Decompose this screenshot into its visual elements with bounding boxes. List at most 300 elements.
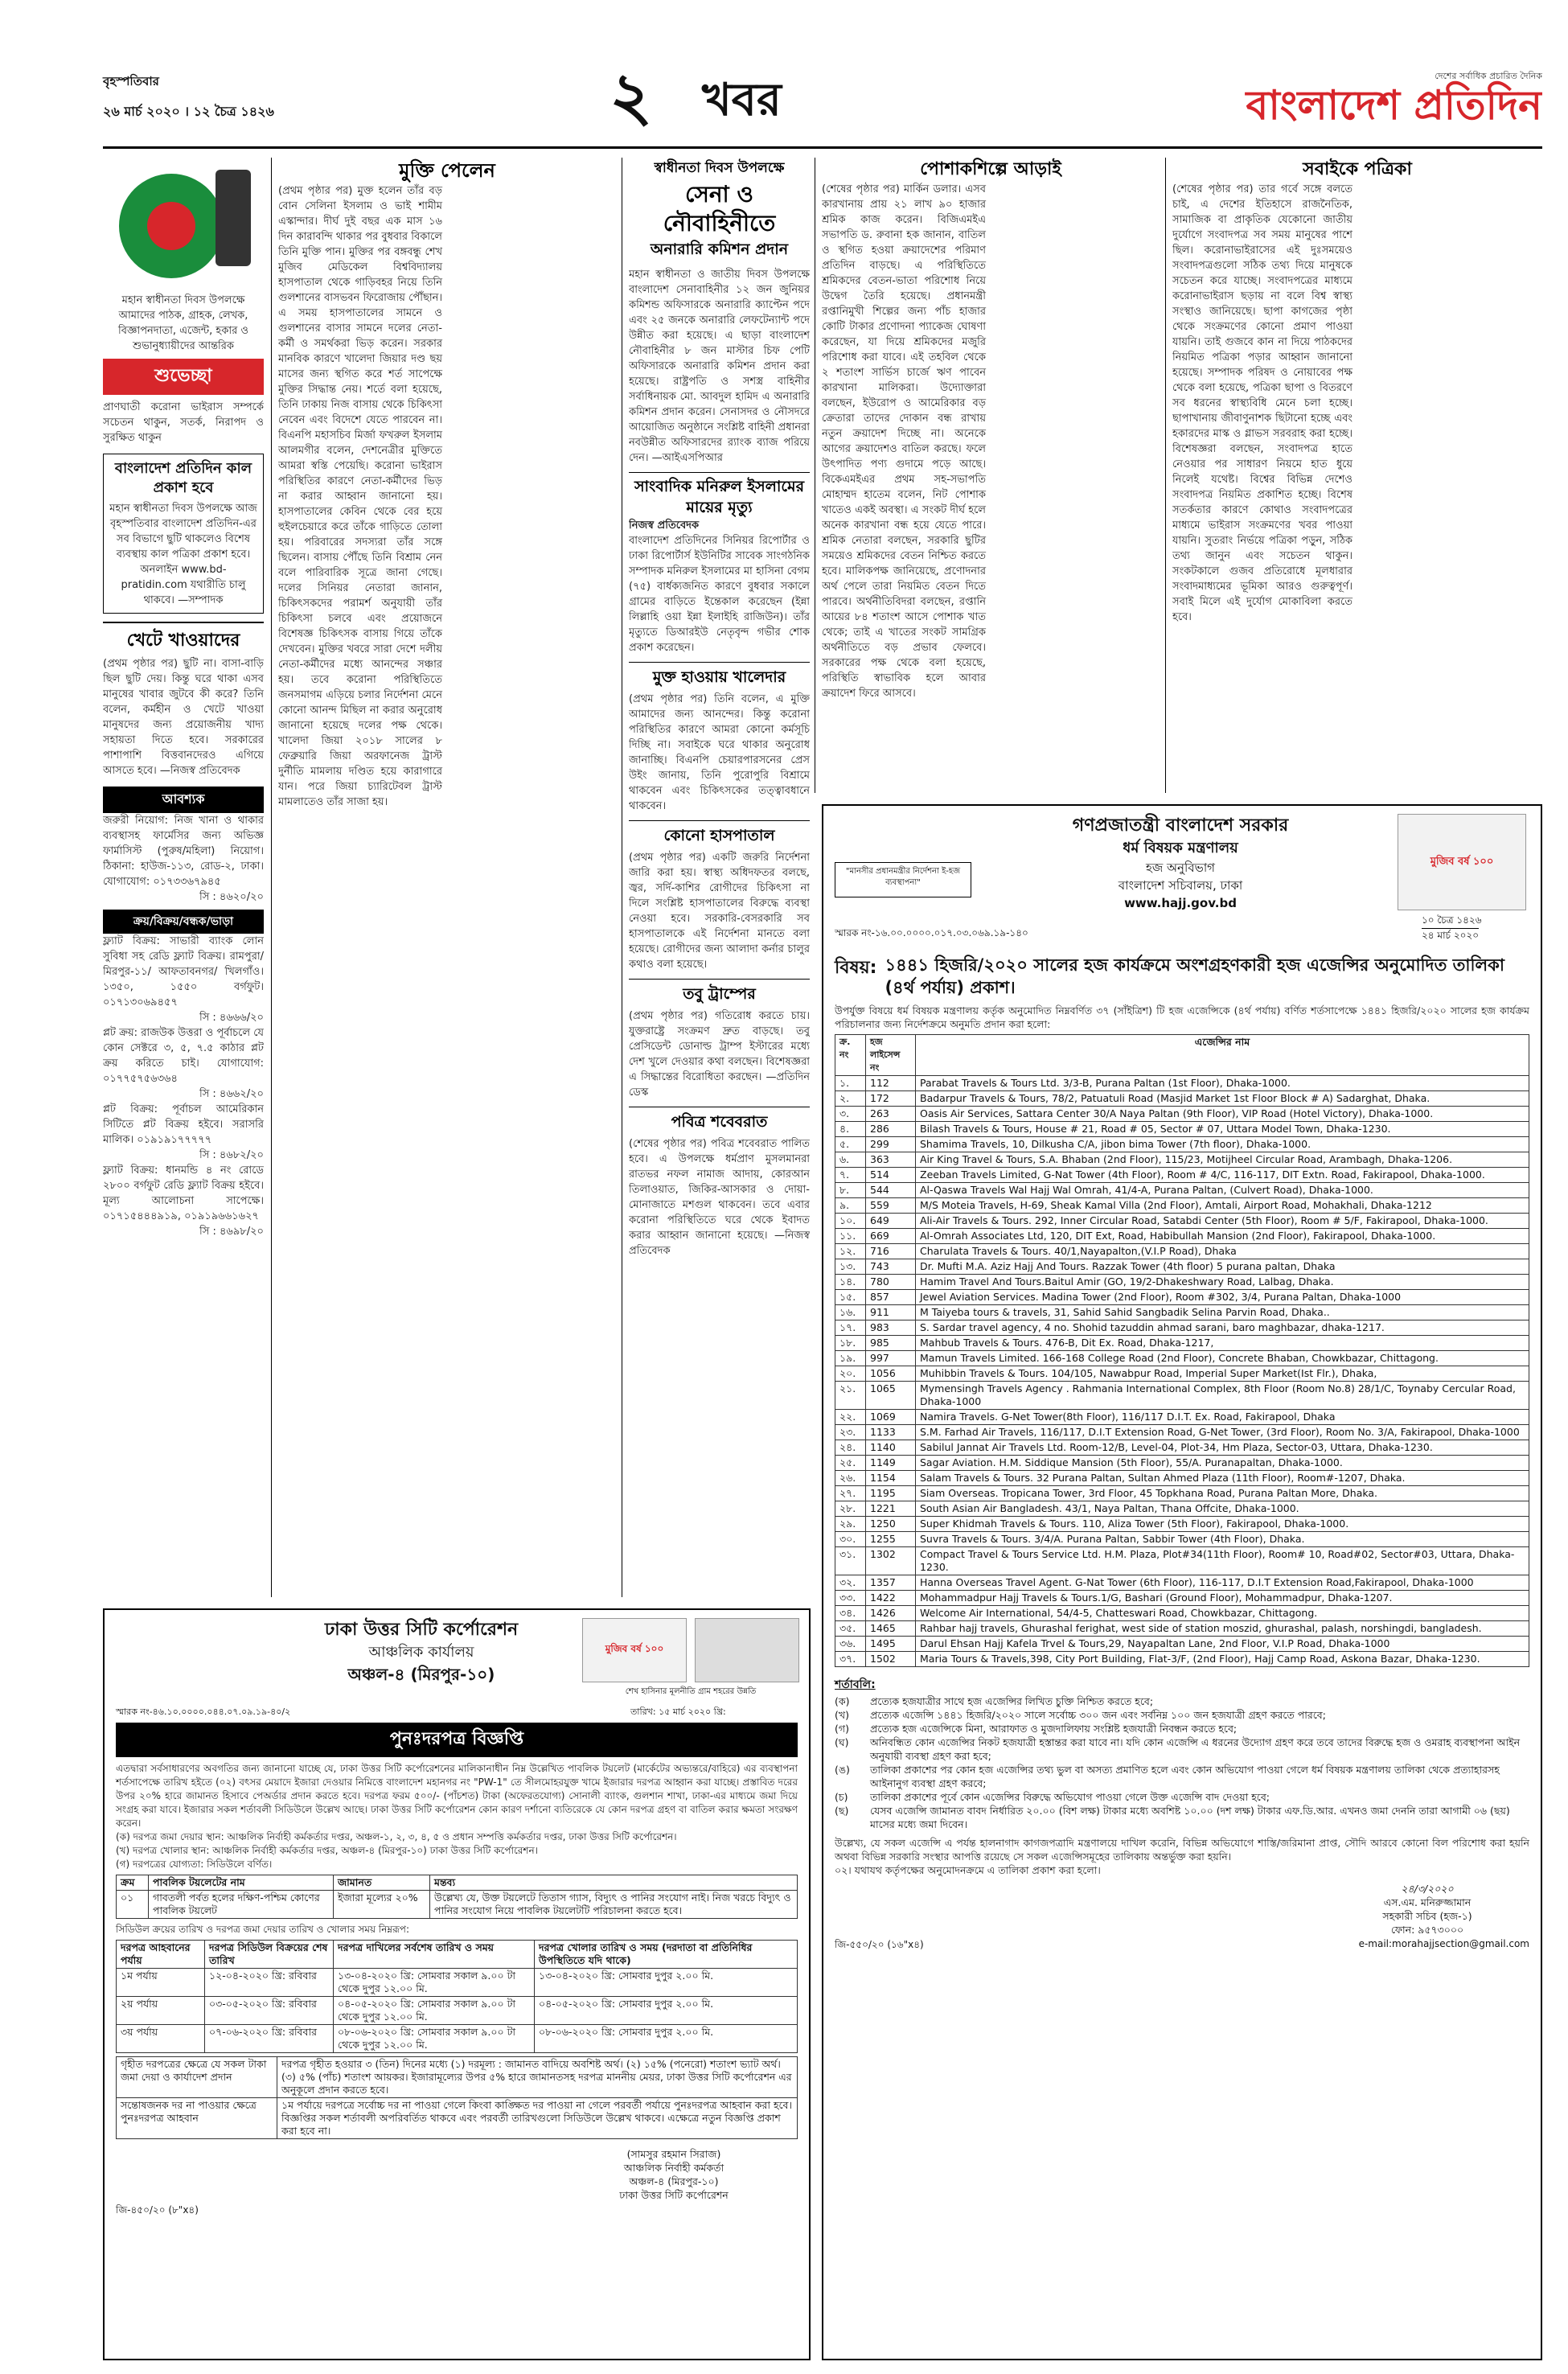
tender-schedule-row — [117, 2025, 798, 2053]
hajj-agency-cell: Badarpur Travels & Tours, 78/2, Patuatuli Road (Masjid Market 1st Floor Block # A) Sadarghat, Dhaka. — [916, 1091, 1529, 1107]
hajj-agency-row — [835, 1471, 1529, 1486]
hajj-branch: হজ অনুবিভাগ — [1145, 860, 1215, 875]
classified-ad-1-code: সি : ৪৬২০/২০ — [199, 891, 264, 903]
tender-terms-cell: দরপত্র গৃহীত হওয়ার ৩ (তিন) দিনের মধ্যে (১) দরমূল্য : জামানত বাদিয়ে অবশিষ্ট অর্থ। (২) ১৫% (পনেরো) শতাংশ ভ্যাট অর্থ। (৩) ৫% (পাঁচ) শতাংশ আয়কর। ইজারামূল্যের উপর ৫% হারে জামানতসহ দরপত্র মাননীয় মেয়র, ঢাকা উত্তর সিটি কর্পোরেশন এর অনুকূলে প্রদান করতে হবে। — [277, 2057, 798, 2098]
hajj-condition-text: প্রত্যেক হজ এজেন্সিকে মিনা, আরাফাত ও মুজদালিফায় সংশ্লিষ্ট হজযাত্রী নিবন্ধন করতে হবে; — [870, 1723, 1238, 1735]
tender-schedule-cell: ২য় পর্যায় — [117, 1997, 205, 2025]
hajj-serial-cell: ১৬. — [835, 1305, 866, 1320]
t2-h-2: দরপত্র দাখিলের সর্বশেষ তারিখ ও সময় — [334, 1941, 535, 1969]
hajj-intro: উপর্যুক্ত বিষয়ে ধর্ম বিষয়ক মন্ত্রণালয় কর্তৃক অনুমোদিত নিম্নবর্ণিত ৩৭ (সাঁইত্রিশ) টি হজ এজেন্সিকে (৪র্থ পর্যায়) বর্ণিত শর্তসাপেক্ষে ১৪৪১ হিজরি/২০২০ সালের হজ কার্যক্রম পরিচালনার জন্য নির্দেশক্রমে অনুমতি প্রদান করা হলো: — [835, 1004, 1529, 1030]
article-sena-subtitle: অনারারি কমিশন প্রদান — [650, 240, 789, 258]
article-poshak — [822, 158, 1160, 793]
article-kono-title: কোনো হাসপাতাল — [629, 820, 810, 850]
left-column — [103, 158, 264, 1605]
hajj-agency-cell: S. Sardar travel agency, 4 no. Shohid tazuddin ahmad sarani, baro maghbazar, dhaka-1217. — [916, 1320, 1529, 1336]
classified-ad-1: জরুরী নিয়োগ: নিজ খানা ও থাকার ব্যবস্থাসহ ফার্মেসির জন্য অভিজ্ঞ ফার্মাসিস্ট (পুরুষ/মহিলা) নিয়োগ। ঠিকানা: হাউজ-১১৩, রোড-২, ঢাকা। যোগাযোগ: ০১৭৩৩৬৭৯৪৫ — [103, 815, 264, 888]
classified-ad-3: প্লট ক্রয়: রাজউক উত্তরা ও পূর্বাচলে যে কোন সেক্টরে ৩, ৫, ৭.৫ কাঠার প্লট ক্রয় করিতে চাই। যোগাযোগ: ০১৭৭৫৭৫৬৩৬৪ — [103, 1027, 264, 1085]
classified-heading: আবশ্যক — [103, 787, 264, 813]
tender-intro: এতদ্বারা সর্বসাধারণের অবগতির জন্য জানানো যাচ্ছে যে, ঢাকা উত্তর সিটি কর্পোরেশনের মালিকানাধীন নিম্ন উল্লেখিত পাবলিক টয়লেট (মার্কেটের অভ্যন্তরে/বাহিরে) এর ব্যবস্থাপনা শর্তসাপেক্ষে তারিখ হইতে (০২) বৎসর মেয়াদে ইজারা দেওয়ার নিমিত্তে বাংলাদেশ মহানগর নং "PW-1" তে সীলমোহরযুক্ত খামে ইজারার দরপত্র আহ্বান করা যাচ্ছে। প্রস্তাবিত দরের উপর ২০% হারে জামানত হিসাবে পেঅর্ডার প্রদান করতে হবে। দরপত্র ফরম ৫০০/- (পাঁচশত) টাকা (অফেরতযোগ্য) সোনালী ব্যাংক, গুলশান শাখা, ঢাকা-এর মাধ্যমে জমা দিয়ে সংগ্রহ করা যাবে। ইজারার সকল শর্তাবলী সিডিউলে উল্লেখ আছে। ঢাকা উত্তর সিটি কর্পোরেশন কোন কারণ দর্শানো ব্যতিরেকে যে কোন দরপত্র গ্রহণ বা বাতিল করার ক্ষমতা সংরক্ষণ করেন। — [116, 1763, 798, 1829]
article-sena-title: সেনা ও নৌবাহিনীতে — [663, 181, 776, 236]
article-kono-body: (প্রথম পৃষ্ঠার পর) একটি জরুরি নির্দেশনা জারি করা হয়। স্বাস্থ্য অধিদফতর বলছে, জ্বর, সর্দি-কাশির রোগীদের চিকিৎসা না দিলে সংশ্লিষ্ট হাসপাতালের বিরুদ্ধে ব্যবস্থা নেওয়া হবে। সরকারি-বেসরকারি সব হাসপাতালকে এই নির্দেশনা মানতে বলা হয়েছে। রোগীদের জন্য আলাদা কর্নার চালুর কথাও বলা হয়েছে। — [629, 852, 810, 971]
hajj-agency-row — [835, 1456, 1529, 1471]
tender-schedule-cell: ০৪-০৫-২০২০ খ্রি: সোমবার সকাল ৯.০০ টা থেকে দুপুর ১২.০০ মি. — [334, 1997, 535, 2025]
hajj-license-cell: 997 — [866, 1351, 916, 1366]
hajj-signer-phone: ফোন: ৯৫৭৩০০০ — [1390, 1924, 1464, 1936]
hajj-serial-cell: ২১. — [835, 1382, 866, 1410]
hajj-serial-cell: ৬. — [835, 1152, 866, 1168]
t2-h-1: দরপত্র সিডিউল বিক্রয়ের শেষ তারিখ — [205, 1941, 334, 1969]
tender-title: পুনঃদরপত্র বিজ্ঞপ্তি — [116, 1723, 798, 1757]
hajj-gov-title: গণপ্রজাতন্ত্রী বাংলাদেশ সরকার — [1072, 815, 1289, 836]
hajj-agency-row — [835, 1517, 1529, 1532]
hajj-agency-row — [835, 1107, 1529, 1122]
hajj-agency-row — [835, 1320, 1529, 1336]
tender-signer-title: আঞ্চলিক নির্বাহী কর্মকর্তা — [623, 2162, 724, 2174]
hajj-agency-cell: Darul Ehsan Hajj Kafela Trvel & Tours,29, Nayapaltan Lane, 2nd Floor, V.I.P Road, Dhaka-1000 — [916, 1637, 1529, 1652]
hajj-agency-cell: Suvra Travels & Tours. 3/4/A. Purana Paltan, Sabbir Tower (4th Floor), Dhaka. — [916, 1532, 1529, 1547]
hajj-condition-marker: (ঘ) — [835, 1736, 849, 1748]
article-sangbadik-byline: নিজস্ব প্রতিবেদক — [629, 520, 700, 532]
masthead — [103, 59, 1542, 142]
hajj-slogan: "মানসীর প্রধানমন্ত্রীর নির্দেশনা ই-হজ ব্যবস্থাপনা" — [845, 867, 961, 887]
hajj-serial-cell: ৯. — [835, 1198, 866, 1214]
virus-awareness-note: প্রাণঘাতী করোনা ভাইরাস সম্পর্কে সচেতন থাকুন, সতর্ক, নিরাপদ ও সুরক্ষিত থাকুন — [103, 401, 264, 444]
hajj-agency-cell: South Asian Air Bangladesh. 43/1, Naya Paltan, Thana Offcite, Dhaka-1000. — [916, 1501, 1529, 1517]
hajj-agency-cell: Compact Travel & Tours Service Ltd. H.M. Plaza, Plot#34(11th Floor), Room# 10, Road#02, Sector#03, Uttara, Dhaka-1230. — [916, 1547, 1529, 1575]
hajj-license-cell: 1422 — [866, 1591, 916, 1606]
hajj-ministry: ধর্ম বিষয়ক মন্ত্রণালয় — [1123, 840, 1238, 856]
hajj-agency-cell: Maria Tours & Travels,398, City Port Building, Flat-3/F, (2nd Floor), Hajj Camp Road, Askona Bazar, Dhaka-1230. — [916, 1652, 1529, 1667]
hajj-license-cell: 649 — [866, 1214, 916, 1229]
tender-org: ঢাকা উত্তর সিটি কর্পোরেশন — [324, 1620, 519, 1640]
hajj-agency-cell: Rahbar hajj travels, Ghurashal ferighat, west side of station moszid, ghurashal, palash, norshingdi, bangladesh. — [916, 1621, 1529, 1637]
hajj-condition — [835, 1694, 1529, 1708]
hajj-agency-cell: Mamun Travels Limited. 166-168 College Road (2nd Floor), Concrete Bhaban, Chowkbazar, Chittagong. — [916, 1351, 1529, 1366]
hajj-agency-row — [835, 1198, 1529, 1214]
hajj-serial-cell: ২৪. — [835, 1440, 866, 1456]
hajj-agency-cell: Welcome Air International, 54/4-5, Chatteswari Road, Chowkbazar, Chittagong. — [916, 1606, 1529, 1621]
tender-terms-cell: গৃহীত দরপত্রের ক্ষেত্রে যে সকল টাকা জমা দেয়া ও কার্যাদেশ প্রদান — [117, 2057, 277, 2098]
tender-terms-cell: সন্তোষজনক দর না পাওয়ার ক্ষেত্রে পুনঃদরপত্র আহবান — [117, 2098, 277, 2139]
hajj-agency-row — [835, 1305, 1529, 1320]
hajj-serial-cell: ৩১. — [835, 1547, 866, 1575]
hajj-serial-cell: ১৯. — [835, 1351, 866, 1366]
tender-schedule-cell: ০৩-০৫-২০২০ খ্রি: রবিবার — [205, 1997, 334, 2025]
hajj-agency-row — [835, 1501, 1529, 1517]
hajj-condition-text: অনিবন্ধিত কোন এজেন্সির নিকট হজযাত্রী হস্তান্তর করা যাবে না। যদি কোন এজেন্সি এ ধরনের উদ্যোগ গ্রহণ করে তবে তাদের বিরুদ্ধে হজ ও ওমরাহ ব্যবস্থাপনা আইন অনুযায়ী ব্যবস্থা গ্রহণ করা হবে; — [870, 1736, 1521, 1762]
tender-schedule-cell: ১২-০৪-২০২০ খ্রি: রবিবার — [205, 1969, 334, 1997]
t1-r-1: গাবতলী পর্বত হলের দক্ষিণ-পশ্চিম কোণের পাবলিক টয়লেট — [149, 1891, 334, 1919]
hajj-serial-cell: ২. — [835, 1091, 866, 1107]
col-serial: ক্র. নং — [835, 1035, 866, 1076]
hajj-serial-cell: ৩৩. — [835, 1591, 866, 1606]
hajj-serial-cell: ২৬. — [835, 1471, 866, 1486]
hajj-agency-cell: Air King Travel & Tours, S.A. Bhaban (2nd Floor), 115/23, Motijheel Circular Road, Arambagh, Dhaka-1206. — [916, 1152, 1529, 1168]
column-divider-4 — [1165, 158, 1166, 793]
article-sobai-body: (শেষের পৃষ্ঠার পর) তার গর্বে সঙ্গে বলতে চাই, এ দেশের ইতিহাসে রাজনৈতিক, সামাজিক বা প্রাকৃতিক যেকোনো জাতীয় দুর্যোগে সংবাদপত্র সব সময় মানুষের পাশে ছিল। করোনাভাইরাসের এই দুঃসময়েও সংবাদপত্রগুলো সঠিক তথ্য দিয়ে মানুষকে সচেতন করে যাচ্ছে। সংবাদপত্রের মাধ্যমে করোনাভাইরাস ছড়ায় না বলে বিশ্ব স্বাস্থ্য সংস্থাও জানিয়েছে। ছাপা কাগজের পৃষ্ঠা থেকে সংক্রমণের কোনো প্রমাণ পাওয়া যায়নি। তাই গুজবে কান না দিয়ে পাঠকদের নিয়মিত পত্রিকা পড়ার আহ্বান জানানো হয়েছে। সম্পাদক পরিষদ ও নোয়াবের পক্ষ থেকে বলা হয়েছে, পত্রিকা ছাপা ও বিতরণে সব ধরনের স্বাস্থ্যবিধি মেনে চলা হচ্ছে। ছাপাখানায় জীবাণুনাশক ছিটানো হচ্ছে এবং হকারদের মাস্ক ও গ্লাভস সরবরাহ করা হচ্ছে। বিশেষজ্ঞরা বলছেন, সংবাদপত্র হাতে নেওয়ার পর সাধারণ নিয়মে হাত ধুয়ে নিলেই যথেষ্ট। বিশ্বের বিভিন্ন দেশেও সংবাদপত্র নিয়মিত প্রকাশিত হচ্ছে। বিশেষ সতর্কতার কারণে কোথাও সংবাদপত্রের মাধ্যমে ভাইরাস সংক্রমণের খবর পাওয়া যায়নি। সুতরাং নির্ভয়ে পত্রিকা পড়ুন, সঠিক তথ্য জানুন এবং সচেতন থাকুন। সংকটকালে গুজব প্রতিরোধে মূলধারার সংবাদমাধ্যমের ভূমিকা আরও গুরুত্বপূর্ণ। সবাই মিলে এই দুর্যোগ মোকাবিলা করতে হবে। — [1172, 183, 1353, 623]
hajj-agency-row — [835, 1214, 1529, 1229]
t1-r-3: উল্লেখ্য যে, উক্ত টয়লেটে তিতাস গ্যাস, বিদ্যুৎ ও পানির সংযোগ নাই। নিজ খরচে বিদ্যুৎ ও পানির সংযোগ নিয়ে পাবলিক টয়লেটটি পরিচালনা করতে হবে। — [430, 1891, 798, 1919]
hajj-license-cell: 780 — [866, 1275, 916, 1290]
tender-signer-org: ঢাকা উত্তর সিটি কর্পোরেশন — [619, 2189, 729, 2201]
tender-header — [277, 1618, 566, 1686]
hajj-condition-text: প্রত্যেক এজেন্সি ১৪৪১ হিজরি/২০২০ সালে সর্বোচ্চ ৩০০ জন এবং সর্বনিম্ন ১০০ জন হজযাত্রী গ্রহণ করতে পারবে; — [870, 1709, 1326, 1721]
hajj-agency-row — [835, 1259, 1529, 1275]
hajj-agency-row — [835, 1290, 1529, 1305]
hajj-signature — [1325, 1882, 1529, 1937]
hajj-closing-2: ০২। যথাযথ কর্তৃপক্ষের অনুমোদনক্রমে এ তালিকা প্রকাশ করা হলো। — [835, 1864, 1101, 1876]
middle-column — [629, 158, 810, 1597]
hajj-agency-cell: Bilash Travels & Tours, House # 21, Road # 05, Sector # 07, Uttara Model Town, Dhaka-1230. — [916, 1122, 1529, 1137]
tender-schedule-cell: ১ম পর্যায় — [117, 1969, 205, 1997]
hajj-agency-row — [835, 1382, 1529, 1410]
hajj-agency-cell: M Taiyeba tours & travels, 31, Sahid Sahid Sangbadik Selina Parvin Road, Dhaka.. — [916, 1305, 1529, 1320]
hajj-conditions — [835, 1694, 1529, 1831]
hajj-signer-email: e-mail:morahajjsection@gmail.com — [1358, 1938, 1529, 1949]
hajj-agency-row — [835, 1122, 1529, 1137]
hajj-license-cell: 1302 — [866, 1547, 916, 1575]
hajj-serial-cell: ৫. — [835, 1137, 866, 1152]
hajj-agency-row — [835, 1410, 1529, 1425]
hajj-agency-row — [835, 1591, 1529, 1606]
greeting-title: শুভেচ্ছা — [103, 359, 264, 395]
article-sangbadik-body: বাংলাদেশ প্রতিদিনের সিনিয়র রিপোর্টার ও ঢাকা রিপোর্টার্স ইউনিটির সাবেক সাংগঠনিক সম্পাদক মনিরুল ইসলামের মা হাসিনা বেগম (৭৫) বার্ধক্যজনিত কারণে বুধবার সকালে গ্রামের বাড়িতে ইন্তেকাল করেছেন (ইন্না লিল্লাহি ওয়া ইন্না ইলাইহি রাজিউন)। তাঁর মৃত্যুতে ডিআরইউ নেতৃবৃন্দ গভীর শোক প্রকাশ করেছেন। — [629, 535, 810, 654]
tender-item-b: (খ) দরপত্র খোলার স্থান: আঞ্চলিক নির্বাহী কর্মকর্তার দপ্তর, অঞ্চল-৪ (মিরপুর-১০) ঢাকা উত্তর সিটি কর্পোরেশন। — [116, 1845, 538, 1856]
independence-day-emblem — [103, 158, 264, 286]
hajj-agency-row — [835, 1152, 1529, 1168]
hajj-license-cell: 112 — [866, 1076, 916, 1091]
article-mukto-body: (প্রথম পৃষ্ঠার পর) তিনি বলেন, এ মুক্তি আমাদের জন্য আনন্দের। কিন্তু করোনা পরিস্থিতির কারণে আমরা কোনো কর্মসূচি দিচ্ছি না। সবাইকে ঘরে থাকার অনুরোধ জানাচ্ছি। বিএনপি চেয়ারপারসনের প্রেস উইং জানায়, তিনি পুরোপুরি বিশ্রামে থাকবেন এবং চিকিৎসকের তত্ত্বাবধানে থাকবেন। — [629, 693, 810, 812]
hajj-condition — [835, 1790, 1529, 1804]
newspaper-logo-text: বাংলাদেশ প্রতিদিন — [1246, 82, 1542, 129]
hajj-serial-cell: ২৩. — [835, 1425, 866, 1440]
header-rule — [103, 146, 1542, 149]
hajj-ad-code: জি-৫৫০/২০ (১৬"x৪) — [835, 1939, 924, 1950]
hajj-license-cell: 286 — [866, 1122, 916, 1137]
article-shobebarat-title: পবিত্র শবেবরাত — [629, 1107, 810, 1136]
tender-schedule-row — [117, 1969, 798, 1997]
hajj-condition-text: যেসব এজেন্সি জামানত বাবদ নির্ধারিত ২০.০০ (বিশ লক্ষ) টাকার মধ্যে অবশিষ্ট ১০.০০ (দশ লক্ষ) টাকার এফ.ডি.আর. এখনও জমা দেননি তারা আগামী ০৬ (ছয়) মাসের মধ্যে জমা দিবেন। — [870, 1805, 1510, 1830]
hajj-agency-row — [835, 1091, 1529, 1107]
story-title: খেটে খাওয়াদের — [103, 622, 264, 656]
hajj-serial-cell: ২৭. — [835, 1486, 866, 1501]
hajj-agency-row — [835, 1076, 1529, 1091]
hajj-signer-title: সহকারী সচিব (হজ-১) — [1382, 1910, 1472, 1922]
hajj-license-cell: 1154 — [866, 1471, 916, 1486]
hajj-license-cell: 911 — [866, 1305, 916, 1320]
hajj-agency-cell: Oasis Air Services, Sattara Center 30/A Naya Paltan (9th Floor), VIP Road (Hotel Victory), Dhaka-1000. — [916, 1107, 1529, 1122]
publication-notice-title: বাংলাদেশ প্রতিদিন কাল প্রকাশ হবে — [114, 460, 252, 496]
article-sobai-title: সবাইকে পত্রিকা — [1303, 159, 1412, 179]
hajj-license-cell: 716 — [866, 1244, 916, 1259]
hajj-condition — [835, 1735, 1529, 1763]
hajj-condition-marker: (ঙ) — [835, 1764, 850, 1776]
classified-ad-3-code: সি : ৪৬৬২/২০ — [199, 1088, 264, 1100]
tender-terms-cell: ১ম পর্যায়ে দরপত্রে সর্বোচ্চ দর না পাওয়া গেলে কিংবা কাঙ্ক্ষিত দর পাওয়া না গেলে পরবর্তী পর্যায়ে পুনঃদরপত্র আহবান করা হবে। বিজ্ঞপ্তির সকল শর্তাবলী অপরিবর্তিত থাকবে এবং পরবর্তী তারিখগুলো সিডিউলে উল্লেখ থাকবে। এক্ষেত্রে নতুন বিজ্ঞপ্তি প্রকাশ করা হবে না। — [277, 2098, 798, 2139]
tender-date: তারিখ: ১৫ মার্চ ২০২০ খ্রি: — [630, 1707, 726, 1717]
hajj-agency-row — [835, 1637, 1529, 1652]
hajj-serial-cell: ২০. — [835, 1366, 866, 1382]
hajj-agency-cell: Namira Travels. G-Net Tower(8th Floor), 116/117 D.I.T. Ex. Road, Fakirapool, Dhaka — [916, 1410, 1529, 1425]
hajj-agency-cell: Al-Qaswa Travels Wal Hajj Wal Omrah, 41/4-A, Purana Paltan, (Culvert Road), Dhaka-1000. — [916, 1183, 1529, 1198]
hajj-agency-row — [835, 1183, 1529, 1198]
classified-ad-5: ফ্ল্যাট বিক্রয়: ধানমন্ডি ৪ নং রোডে ২৮০০ বর্গফুট রেডি ফ্ল্যাট বিক্রয় হইবে। মূল্য আলোচনা সাপেক্ষে। ০১৭১৫৪৪৪৯১৯, ০১৯১৯৬৬১৬২৭ — [103, 1164, 264, 1222]
hajj-agency-cell: Parabat Travels & Tours Ltd. 3/3-B, Purana Paltan (1st Floor), Dhaka-1000. — [916, 1076, 1529, 1091]
hajj-condition — [835, 1722, 1529, 1735]
tender-signer: (সামসুর রহমান সিরাজ) — [626, 2148, 721, 2160]
hajj-serial-cell: ২৫. — [835, 1456, 866, 1471]
hajj-agency-cell: Super Khidmah Travels & Tours. 110, Aliza Tower (5th Floor), Fakirapool, Dhaka-1000. — [916, 1517, 1529, 1532]
hajj-agency-cell: Sabilul Jannat Air Travels Ltd. Room-12/B, Level-04, Plot-34, Hm Plaza, Sector-03, Uttara, Dhaka-1230. — [916, 1440, 1529, 1456]
publication-notice — [103, 454, 264, 614]
hajj-agency-row — [835, 1336, 1529, 1351]
hajj-license-cell: 1056 — [866, 1366, 916, 1382]
page-number: ২ — [610, 59, 653, 135]
hajj-subject-text: ১৪৪১ হিজরি/২০২০ সালের হজ কার্যক্রমে অংশগ্রহণকারী হজ এজেন্সির অনুমোদিত তালিকা (৪র্থ পর্যায়) প্রকাশ। — [885, 955, 1504, 997]
article-sangbadik-title: সাংবাদিক মনিরুল ইসলামের মায়ের মৃত্যু — [629, 472, 810, 518]
hajj-license-cell: 985 — [866, 1336, 916, 1351]
article-mukti-title: মুক্তি পেলেন — [399, 159, 495, 182]
hajj-serial-cell: ১৫. — [835, 1290, 866, 1305]
hajj-subject — [835, 954, 1529, 999]
tender-schedule-cell: ০৮-০৬-২০২০ খ্রি: সোমবার দুপুর ২.০০ মি. — [535, 2025, 798, 2053]
article-mukti-body: (প্রথম পৃষ্ঠার পর) মুক্ত হলেন তাঁর বড় বোন সেলিনা ইসলাম ও ভাই শামীম এস্কান্দার। দীর্ঘ দুই বছর এক মাস ১৬ দিন কারাবন্দি থাকার পর বুধবার বিকালে তিনি মুক্তি পান। মুক্তির পর বঙ্গবন্ধু শেখ মুজিব মেডিকেল বিশ্ববিদ্যালয় হাসপাতাল থেকে গাড়িবহর নিয়ে তিনি গুলশানের বাসভবন ফিরোজায় পৌঁছান। এ সময় হাসপাতালের সামনে ও গুলশানের বাসার সামনে দলের নেতা-কর্মী ও সমর্থকরা ভিড় করেন। সরকার মানবিক কারণে খালেদা জিয়ার দণ্ড ছয় মাসের জন্য স্থগিত করে শর্ত সাপেক্ষে মুক্তির সিদ্ধান্ত নেয়। শর্তে বলা হয়েছে, তিনি ঢাকায় নিজ বাসায় থেকে চিকিৎসা নেবেন এবং বিদেশে যেতে পারবেন না। বিএনপি মহাসচিব মির্জা ফখরুল ইসলাম আলমগীর বলেন, দেশনেত্রীর মুক্তিতে আমরা স্বস্তি পেয়েছি। করোনা ভাইরাস পরিস্থিতির কারণে নেতা-কর্মীদের ভিড় না করার আহ্বান জানানো হয়। হাসপাতালের কেবিন থেকে বের হয়ে হুইলচেয়ারে করে তাঁকে গাড়িতে তোলা হয়। পরিবারের সদস্যরা তাঁর সঙ্গে ছিলেন। বাসায় পৌঁছে তিনি বিশ্রাম নেন বলে পারিবারিক সূত্রে জানা গেছে। দলের সিনিয়র নেতারা জানান, চিকিৎসকদের পরামর্শ অনুযায়ী তাঁর চিকিৎসা চলবে এবং প্রয়োজনে বিশেষজ্ঞ চিকিৎসক বাসায় গিয়ে তাঁকে দেখবেন। মুক্তির খবরে সারা দেশে দলীয় নেতা-কর্মীদের মধ্যে আনন্দের সঞ্চার হয়। তবে করোনা পরিস্থিতিতে জনসমাগম এড়িয়ে চলার নির্দেশনা মেনে কোনো আনন্দ মিছিল না করার অনুরোধ জানানো হয়েছে দলের পক্ষ থেকে। খালেদা জিয়া ২০১৮ সালের ৮ ফেব্রুয়ারি জিয়া অরফানেজ ট্রাস্ট দুর্নীতি মামলায় দণ্ডিত হয়ে কারাগারে যান। পরে জিয়া চ্যারিটেবল ট্রাস্ট মামলাতেও তাঁর সাজা হয়। — [278, 185, 442, 808]
hajj-license-cell: 1133 — [866, 1425, 916, 1440]
hajj-serial-cell: ১০. — [835, 1214, 866, 1229]
hajj-header — [987, 814, 1373, 912]
hajj-agency-cell: Ali-Air Travels & Tours. 292, Inner Circular Road, Satabdi Center (5th Floor), Room # 5/F, Fakirapool, Dhaka-1000. — [916, 1214, 1529, 1229]
tender-terms-row — [117, 2098, 798, 2139]
hajj-agency-cell: Shamima Travels, 10, Dilkusha C/A, jibon bima Tower (7th floor), Dhaka-1000. — [916, 1137, 1529, 1152]
hajj-serial-cell: ২২. — [835, 1410, 866, 1425]
classified-ad-4-code: সি : ৪৬৮২/২০ — [199, 1149, 264, 1161]
newspaper-logo — [1197, 80, 1542, 130]
tender-item-c: (গ) দরপত্রের যোগ্যতা: সিডিউলে বর্ণিত। — [116, 1859, 273, 1870]
hajj-serial-cell: ১২. — [835, 1244, 866, 1259]
hajj-serial-cell: ৩৭. — [835, 1652, 866, 1667]
hajj-agency-cell: Dr. Mufti M.A. Aziz Hajj And Tours. Razzak Tower (4th floor) 5 purana paltan, Dhaka — [916, 1259, 1529, 1275]
hajj-condition — [835, 1708, 1529, 1722]
classified-ad-5-code: সি : ৪৬৯৮/২০ — [199, 1226, 264, 1238]
hajj-agency-cell: Jewel Aviation Services. Madina Tower (2nd Floor), Room #302, 3/4, Purana Paltan, Dhaka-1000 — [916, 1290, 1529, 1305]
hajj-license-cell: 544 — [866, 1183, 916, 1198]
hajj-condition-marker: (গ) — [835, 1723, 849, 1735]
hajj-license-cell: 1065 — [866, 1382, 916, 1410]
article-trump-body: (প্রথম পৃষ্ঠার পর) গতিরোধ করতে চায়। যুক্তরাষ্ট্রে সংক্রমণ দ্রুত বাড়ছে। তবু প্রেসিডেন্ট ডোনাল্ড ট্রাম্প ইস্টারের মধ্যে দেশ খুলে দেওয়ার কথা বলছেন। বিশেষজ্ঞরা এ সিদ্ধান্তের বিরোধিতা করছেন। —প্রতিদিন ডেস্ক — [629, 1010, 810, 1099]
tender-toilet-table — [116, 1875, 798, 1919]
classified-ad-4: প্লট বিক্রয়: পূর্বাচল আমেরিকান সিটিতে প্লট বিক্রয় হইবে। সরাসরি মালিক। ০১৯১৯১৭৭৭৭৭ — [103, 1103, 264, 1146]
hajj-serial-cell: ৩. — [835, 1107, 866, 1122]
hajj-license-cell: 857 — [866, 1290, 916, 1305]
hajj-agency-row — [835, 1244, 1529, 1259]
t1-r-2: ইজারা মূল্যের ২০% — [334, 1891, 430, 1919]
tender-signer-zone: অঞ্চল-৪ (মিরপুর-১০) — [629, 2175, 719, 2187]
hajj-serial-cell: ১৮. — [835, 1336, 866, 1351]
hajj-serial-cell: ১. — [835, 1076, 866, 1091]
t2-h-0: দরপত্র আহবানের পর্যায় — [117, 1941, 205, 1969]
hajj-agency-row — [835, 1440, 1529, 1456]
hajj-agency-cell: Al-Omrah Associates Ltd, 120, DIT Ext, Road, Habibullah Mansion (2nd Floor), Fakirapool, Dhaka-1000. — [916, 1229, 1529, 1244]
tender-schedule-note: সিডিউল ক্রয়ের তারিখ ও দরপত্র জমা দেয়ার তারিখ ও খোলার সময় নিম্নরূপ: — [116, 1924, 409, 1935]
left-column-divider — [271, 158, 272, 1597]
tender-memo: স্মারক নং-৪৬.১০.০০০০.০৪৪.০৭.০৯.১৯-৪০/২ — [116, 1707, 291, 1717]
t1-h-1: পাবলিক টয়লেটের নাম — [149, 1875, 334, 1891]
hajj-license-cell: 743 — [866, 1259, 916, 1275]
hajj-agency-cell: Siam Overseas. Tropicana Tower, 3rd Floor, 45 Topkhana Road, Purana Paltan More, Dhaka. — [916, 1486, 1529, 1501]
hajj-condition-marker: (খ) — [835, 1709, 849, 1721]
article-poshak-title: পোশাকশিল্পে আড়াই — [920, 159, 1061, 179]
tender-schedule-cell: ৩য় পর্যায় — [117, 2025, 205, 2053]
hajj-agency-row — [835, 1621, 1529, 1637]
hajj-agency-cell: Mymensingh Travels Agency . Rahmania International Complex, 8th Floor (Room No.8) 28/1/C, Toynaby Cercular Road, Dhaka-1000 — [916, 1382, 1529, 1410]
hajj-agency-cell: Salam Travels & Tours. 32 Purana Paltan, Sultan Ahmed Plaza (11th Floor), Room#-1207, Dhaka. — [916, 1471, 1529, 1486]
hajj-serial-cell: ৩৬. — [835, 1637, 866, 1652]
hajj-agency-row — [835, 1425, 1529, 1440]
hajj-license-cell: 1250 — [866, 1517, 916, 1532]
issue-day: বৃহস্পতিবার — [103, 74, 159, 88]
tender-schedule-table — [116, 1940, 798, 2053]
hajj-condition-text: তালিকা প্রকাশের পর কোন হজ এজেন্সির তথ্য ভুল বা অসত্য প্রমাণিত হলে এবং কোন অভিযোগ পাওয়া গেলে ধর্ম বিষয়ক মন্ত্রণালয় তালিকা থেকে প্রত্যাহারসহ আইনানুগ ব্যবস্থা গ্রহণ করবে; — [870, 1764, 1500, 1789]
tender-item-a: (ক) দরপত্র জমা দেয়ার স্থান: আঞ্চলিক নির্বাহী কর্মকর্তার দপ্তর, অঞ্চল-১, ২, ৩, ৪, ৫ ও প্রধান সম্পত্তি কর্মকর্তার দপ্তর, ঢাকা উত্তর সিটি কর্পোরেশন। — [116, 1831, 677, 1842]
hajj-agency-row — [835, 1366, 1529, 1382]
hajj-notice — [822, 804, 1542, 2360]
hajj-date-bn: ১০ চৈত্র ১৪২৬ — [1422, 914, 1482, 926]
hajj-slogan-box — [835, 862, 971, 897]
hajj-serial-cell: ৩৫. — [835, 1621, 866, 1637]
tender-mujib-badge — [582, 1618, 687, 1682]
hajj-license-cell: 1195 — [866, 1486, 916, 1501]
hajj-license-cell: 1465 — [866, 1621, 916, 1637]
hajj-serial-cell: ৪. — [835, 1122, 866, 1137]
tender-zone: অঞ্চল-৪ (মিরপুর-১০) — [347, 1665, 495, 1684]
hajj-agency-row — [835, 1275, 1529, 1290]
logo-tagline: দেশের সর্বাধিক প্রচারিত দৈনিক — [1435, 71, 1542, 81]
hajj-condition — [835, 1763, 1529, 1790]
hajj-license-cell: 559 — [866, 1198, 916, 1214]
hajj-serial-cell: ১৪. — [835, 1275, 866, 1290]
hajj-agency-cell: Sagar Aviation. H.M. Siddique Mansion (5th Floor), 55/A. Puranapaltan, Dhaka-1000. — [916, 1456, 1529, 1471]
tender-ad-code: জি-৪৫০/২০ (৮"x৪) — [116, 2204, 199, 2216]
hajj-agency-cell: S.M. Farhad Air Travels, 116/117, D.I.T Extension Road, G-Net Tower, (3rd Floor), Room No. 3/A, Fakirapool, Dhaka-1000 — [916, 1425, 1529, 1440]
article-mukti — [278, 158, 616, 1597]
hajj-agency-cell: Mohammadpur Hajj Travels & Tours.1/G, Bashari (Ground Floor), Mohammadpur, Dhaka-1207. — [916, 1591, 1529, 1606]
tender-office: আঞ্চলিক কার্যালয় — [368, 1644, 474, 1661]
mujib-year-badge-text: মুজিব বর্ষ ১০০ — [1430, 855, 1494, 868]
hajj-condition-text: তালিকা প্রকাশের পূর্বে কোন এজেন্সির বিরুদ্ধে অভিযোগ পাওয়া গেলে উক্ত এজেন্সি বাদ দেওয়া হবে; — [870, 1791, 1270, 1803]
tender-schedule-row — [117, 1997, 798, 2025]
hajj-agency-cell: Charulata Travels & Tours. 40/1,Nayapalton,(V.I.P Road), Dhaka — [916, 1244, 1529, 1259]
hajj-agency-row — [835, 1532, 1529, 1547]
hajj-subject-label: বিষয়: — [835, 958, 877, 978]
hajj-license-cell: 1069 — [866, 1410, 916, 1425]
hajj-conditions-title: শর্তাবলি: — [835, 1678, 876, 1691]
hajj-agency-row — [835, 1486, 1529, 1501]
issue-date: ২৬ মার্চ ২০২০ । ১২ চৈত্র ১৪২৬ — [103, 104, 274, 119]
hajj-serial-cell: ১৩. — [835, 1259, 866, 1275]
hajj-serial-cell: ৩৪. — [835, 1606, 866, 1621]
hajj-agency-row — [835, 1606, 1529, 1621]
tender-schedule-cell: ০৭-০৬-২০২০ খ্রি: রবিবার — [205, 2025, 334, 2053]
hajj-license-cell: 1140 — [866, 1440, 916, 1456]
classified-ad-2-code: সি : ৪৬৬৬/২০ — [199, 1012, 264, 1024]
col-license: হজ লাইসেন্স নং — [866, 1035, 916, 1076]
hajj-license-cell: 1221 — [866, 1501, 916, 1517]
tender-schedule-cell: ০৪-০৫-২০২০ খ্রি: সোমবার দুপুর ২.০০ মি. — [535, 1997, 798, 2025]
hajj-license-cell: 1357 — [866, 1575, 916, 1591]
hajj-website: www.hajj.gov.bd — [1124, 896, 1237, 910]
tender-schedule-cell: ০৮-০৬-২০২০ খ্রি: সোমবার সকাল ৯.০০ টা থেকে দুপুর ১২.০০ মি. — [334, 2025, 535, 2053]
hajj-license-cell: 1149 — [866, 1456, 916, 1471]
tender-terms-row — [117, 2057, 798, 2098]
hajj-closing-1: উল্লেখ্য, যে সকল এজেন্সি এ পর্যন্ত হালনাগাদ কাগজপত্রাদি মন্ত্রণালয়ে দাখিল করেনি, বিভিন্ন অভিযোগে শাস্তি/জরিমানা প্রাপ্ত, সৌদি আরবে কোনো বিল পরিশোধ করা হয়নি অথবা বিভিন্ন সরকারি সংস্থার আপত্তি রয়েছে সে সকল এজেন্সিসমূহের তালিকায় অন্তর্ভুক্ত করা হয়নি। — [835, 1837, 1529, 1863]
hajj-license-cell: 263 — [866, 1107, 916, 1122]
hajj-agency-cell: Hamim Travel And Tours.Baitul Amir (GO, 19/2-Dhakeshwary Road, Lalbag, Dhaka. — [916, 1275, 1529, 1290]
tender-schedule-cell: ১৩-০৪-২০২০ খ্রি: সোমবার সকাল ৯.০০ টা থেকে দুপুর ১২.০০ মি. — [334, 1969, 535, 1997]
hajj-agency-row — [835, 1652, 1529, 1667]
hajj-agency-cell: M/S Moteia Travels, H-69, Sheak Kamal Villa (2nd Floor), Amtali, Airport Road, Mohakhali, Dhaka-1212 — [916, 1198, 1529, 1214]
classified-heading-2: ক্রয়/বিক্রয়/বন্ধক/ভাড়া — [103, 910, 264, 934]
hajj-serial-cell: ১৭. — [835, 1320, 866, 1336]
hajj-license-cell: 299 — [866, 1137, 916, 1152]
hajj-license-cell: 1255 — [866, 1532, 916, 1547]
story-body: (প্রথম পৃষ্ঠার পর) ছুটি না। বাসা-বাড়ি ছিল ছুটি দেয়। কিন্তু ঘরে থাকা এসব মানুষের খাবার জুটবে কী করে? তিনি বলেন, কর্মহীন ও খেটে খাওয়া মানুষদের জন্য প্রয়োজনীয় খাদ্য সহায়তা দিতে হবে। সরকারের পাশাপাশি বিত্তবানদেরও এগিয়ে আসতে হবে। —নিজস্ব প্রতিবেদক — [103, 658, 264, 777]
article-poshak-body: (শেষের পৃষ্ঠার পর) মার্কিন ডলার। এসব কারখানায় প্রায় ২১ লাখ ৯০ হাজার শ্রমিক কাজ করেন। বিজিএমইএ সভাপতি ড. রুবানা হক জানান, বাতিল ও স্থগিত হওয়া ক্রয়াদেশের পরিমাণ প্রতিদিন বাড়ছে। এ পরিস্থিতিতে শ্রমিকদের বেতন-ভাতা পরিশোধ নিয়ে উদ্বেগ তৈরি হয়েছে। প্রধানমন্ত্রী রপ্তানিমুখী শিল্পের জন্য পাঁচ হাজার কোটি টাকার প্রণোদনা প্যাকেজ ঘোষণা করেছেন, যা দিয়ে শ্রমিকদের মজুরি পরিশোধ করা যাবে। এই তহবিল থেকে ২ শতাংশ সার্ভিস চার্জে ঋণ পাবেন কারখানা মালিকরা। উদ্যোক্তারা বলছেন, ইউরোপ ও আমেরিকার বড় ক্রেতারা তাদের দোকান বন্ধ রাখায় নতুন ক্রয়াদেশ দিচ্ছে না। অনেকে আগের ক্রয়াদেশও বাতিল করছে। ফলে উৎপাদিত পণ্য গুদামে পড়ে আছে। বিকেএমইএর প্রথম সহ-সভাপতি মোহাম্মদ হাতেম বলেন, নিট পোশাক খাতেও একই অবস্থা। এ সংকট দীর্ঘ হলে অনেক কারখানা বন্ধ হয়ে যেতে পারে। শ্রমিক নেতারা বলছেন, সরকারি ছুটির সময়েও শ্রমিকদের বেতন নিশ্চিত করতে হবে। মালিকপক্ষ জানিয়েছে, প্রণোদনার অর্থ পেলে তারা নিয়মিত বেতন দিতে পারবে। অর্থনীতিবিদরা বলছেন, রপ্তানি আয়ের ৮৪ শতাংশ আসে পোশাক খাত থেকে; তাই এ খাতের সংকট সামগ্রিক অর্থনীতিতে বড় প্রভাব ফেলবে। সরকারের পক্ষ থেকে বলা হয়েছে, পরিস্থিতি স্বাভাবিক হলে আবার ক্রয়াদেশ ফিরে আসবে। — [822, 183, 986, 700]
col-agency-name: এজেন্সির নাম — [916, 1035, 1529, 1076]
hajj-sign-date: ২৪/৩/২০২০ — [1401, 1883, 1454, 1895]
hajj-license-cell: 514 — [866, 1168, 916, 1183]
hajj-license-cell: 669 — [866, 1229, 916, 1244]
hajj-serial-cell: ৩০. — [835, 1532, 866, 1547]
hajj-condition-marker: (ক) — [835, 1695, 850, 1707]
hajj-license-cell: 1502 — [866, 1652, 916, 1667]
hajj-agency-cell: Zeeban Travels Limited, G-Nat Tower (4th Floor), Room # 4/C, 116-117, DIT Extn. Road, Fakirapool, Dhaka-1000. — [916, 1168, 1529, 1183]
hajj-agency-row — [835, 1168, 1529, 1183]
hajj-serial-cell: ২৮. — [835, 1501, 866, 1517]
article-mukto-title: মুক্ত হাওয়ায় খালেদার — [629, 662, 810, 692]
hajj-agency-cell: Mahbub Travels & Tours. 476-B, Dit Ex. Road, Dhaka-1217, — [916, 1336, 1529, 1351]
tender-notice — [103, 1608, 811, 2360]
article-sena-kicker: স্বাধীনতা দিবস উপলক্ষে — [654, 160, 785, 176]
mujib-year-badge — [1398, 814, 1526, 910]
tender-mujib-badge-text: মুজিব বর্ষ ১০০ — [605, 1643, 664, 1654]
tender-terms-table — [116, 2056, 798, 2139]
hajj-agency-row — [835, 1547, 1529, 1575]
greeting-text: মহান স্বাধীনতা দিবস উপলক্ষে আমাদের পাঠক, গ্রাহক, লেখক, বিজ্ঞাপনদাতা, এজেন্ট, হকার ও শুভানুধ্যায়ীদের আন্তরিক — [118, 294, 248, 352]
hajj-condition-marker: (চ) — [835, 1791, 848, 1803]
hajj-serial-cell: ৮. — [835, 1183, 866, 1198]
hajj-memo: স্মারক নং-১৬.০০.০০০০.০১৭.০৩.০৬৯.১৯-১৪০ — [835, 927, 1028, 939]
hajj-license-cell: 172 — [866, 1091, 916, 1107]
hajj-license-cell: 983 — [866, 1320, 916, 1336]
article-sobai — [1172, 158, 1542, 793]
hajj-agency-row — [835, 1137, 1529, 1152]
hajj-serial-cell: ৩২. — [835, 1575, 866, 1591]
hajj-agency-cell: Hanna Overseas Travel Agent. G-Nat Tower (6th Floor), 116-117, D.I.T Extension Road,Fakirapool, Dhaka-1000 — [916, 1575, 1529, 1591]
publication-notice-body: মহান স্বাধীনতা দিবস উপলক্ষে আজ বৃহস্পতিবার বাংলাদেশ প্রতিদিন-এর সব বিভাগে ছুটি থাকলেও বিশেষ ব্যবস্থায় কাল পত্রিকা প্রকাশ হবে। অনলাইন www.bd-pratidin.com যথারীতি চালু থাকবে। —সম্পাদক — [109, 503, 257, 606]
hajj-address: বাংলাদেশ সচিবালয়, ঢাকা — [1118, 878, 1243, 893]
classified-ad-2: ফ্ল্যাট বিক্রয়: সাভারী ব্যাংক লোন সুবিধা সহ রেডি ফ্ল্যাট বিক্রয়। রামপুরা/ মিরপুর-১১/ আফতাবনগর/ খিলগাঁও। ১৩৫০, ১৫৫০ বর্গফুট। ০১৭১৩০৬৯৪৫৭ — [103, 935, 264, 1008]
hajj-date-en: ২৪ মার্চ ২০২০ — [1422, 928, 1479, 945]
t1-h-0: ক্রম — [117, 1875, 149, 1891]
hajj-agency-row — [835, 1229, 1529, 1244]
hajj-serial-cell: ২৯. — [835, 1517, 866, 1532]
hajj-agency-row — [835, 1351, 1529, 1366]
hajj-serial-cell: ৭. — [835, 1168, 866, 1183]
hajj-signer: এস.এম. মনিরুজ্জামান — [1383, 1896, 1472, 1908]
hajj-serial-cell: ১১. — [835, 1229, 866, 1244]
hajj-condition-text: প্রত্যেক হজযাত্রীর সাথে হজ এজেন্সির লিখিত চুক্তি নিশ্চিত করতে হবে; — [870, 1695, 1154, 1707]
tender-pm-caption: শেখ হাসিনার মূলনীতি গ্রাম শহরের উন্নতি — [625, 1687, 757, 1696]
